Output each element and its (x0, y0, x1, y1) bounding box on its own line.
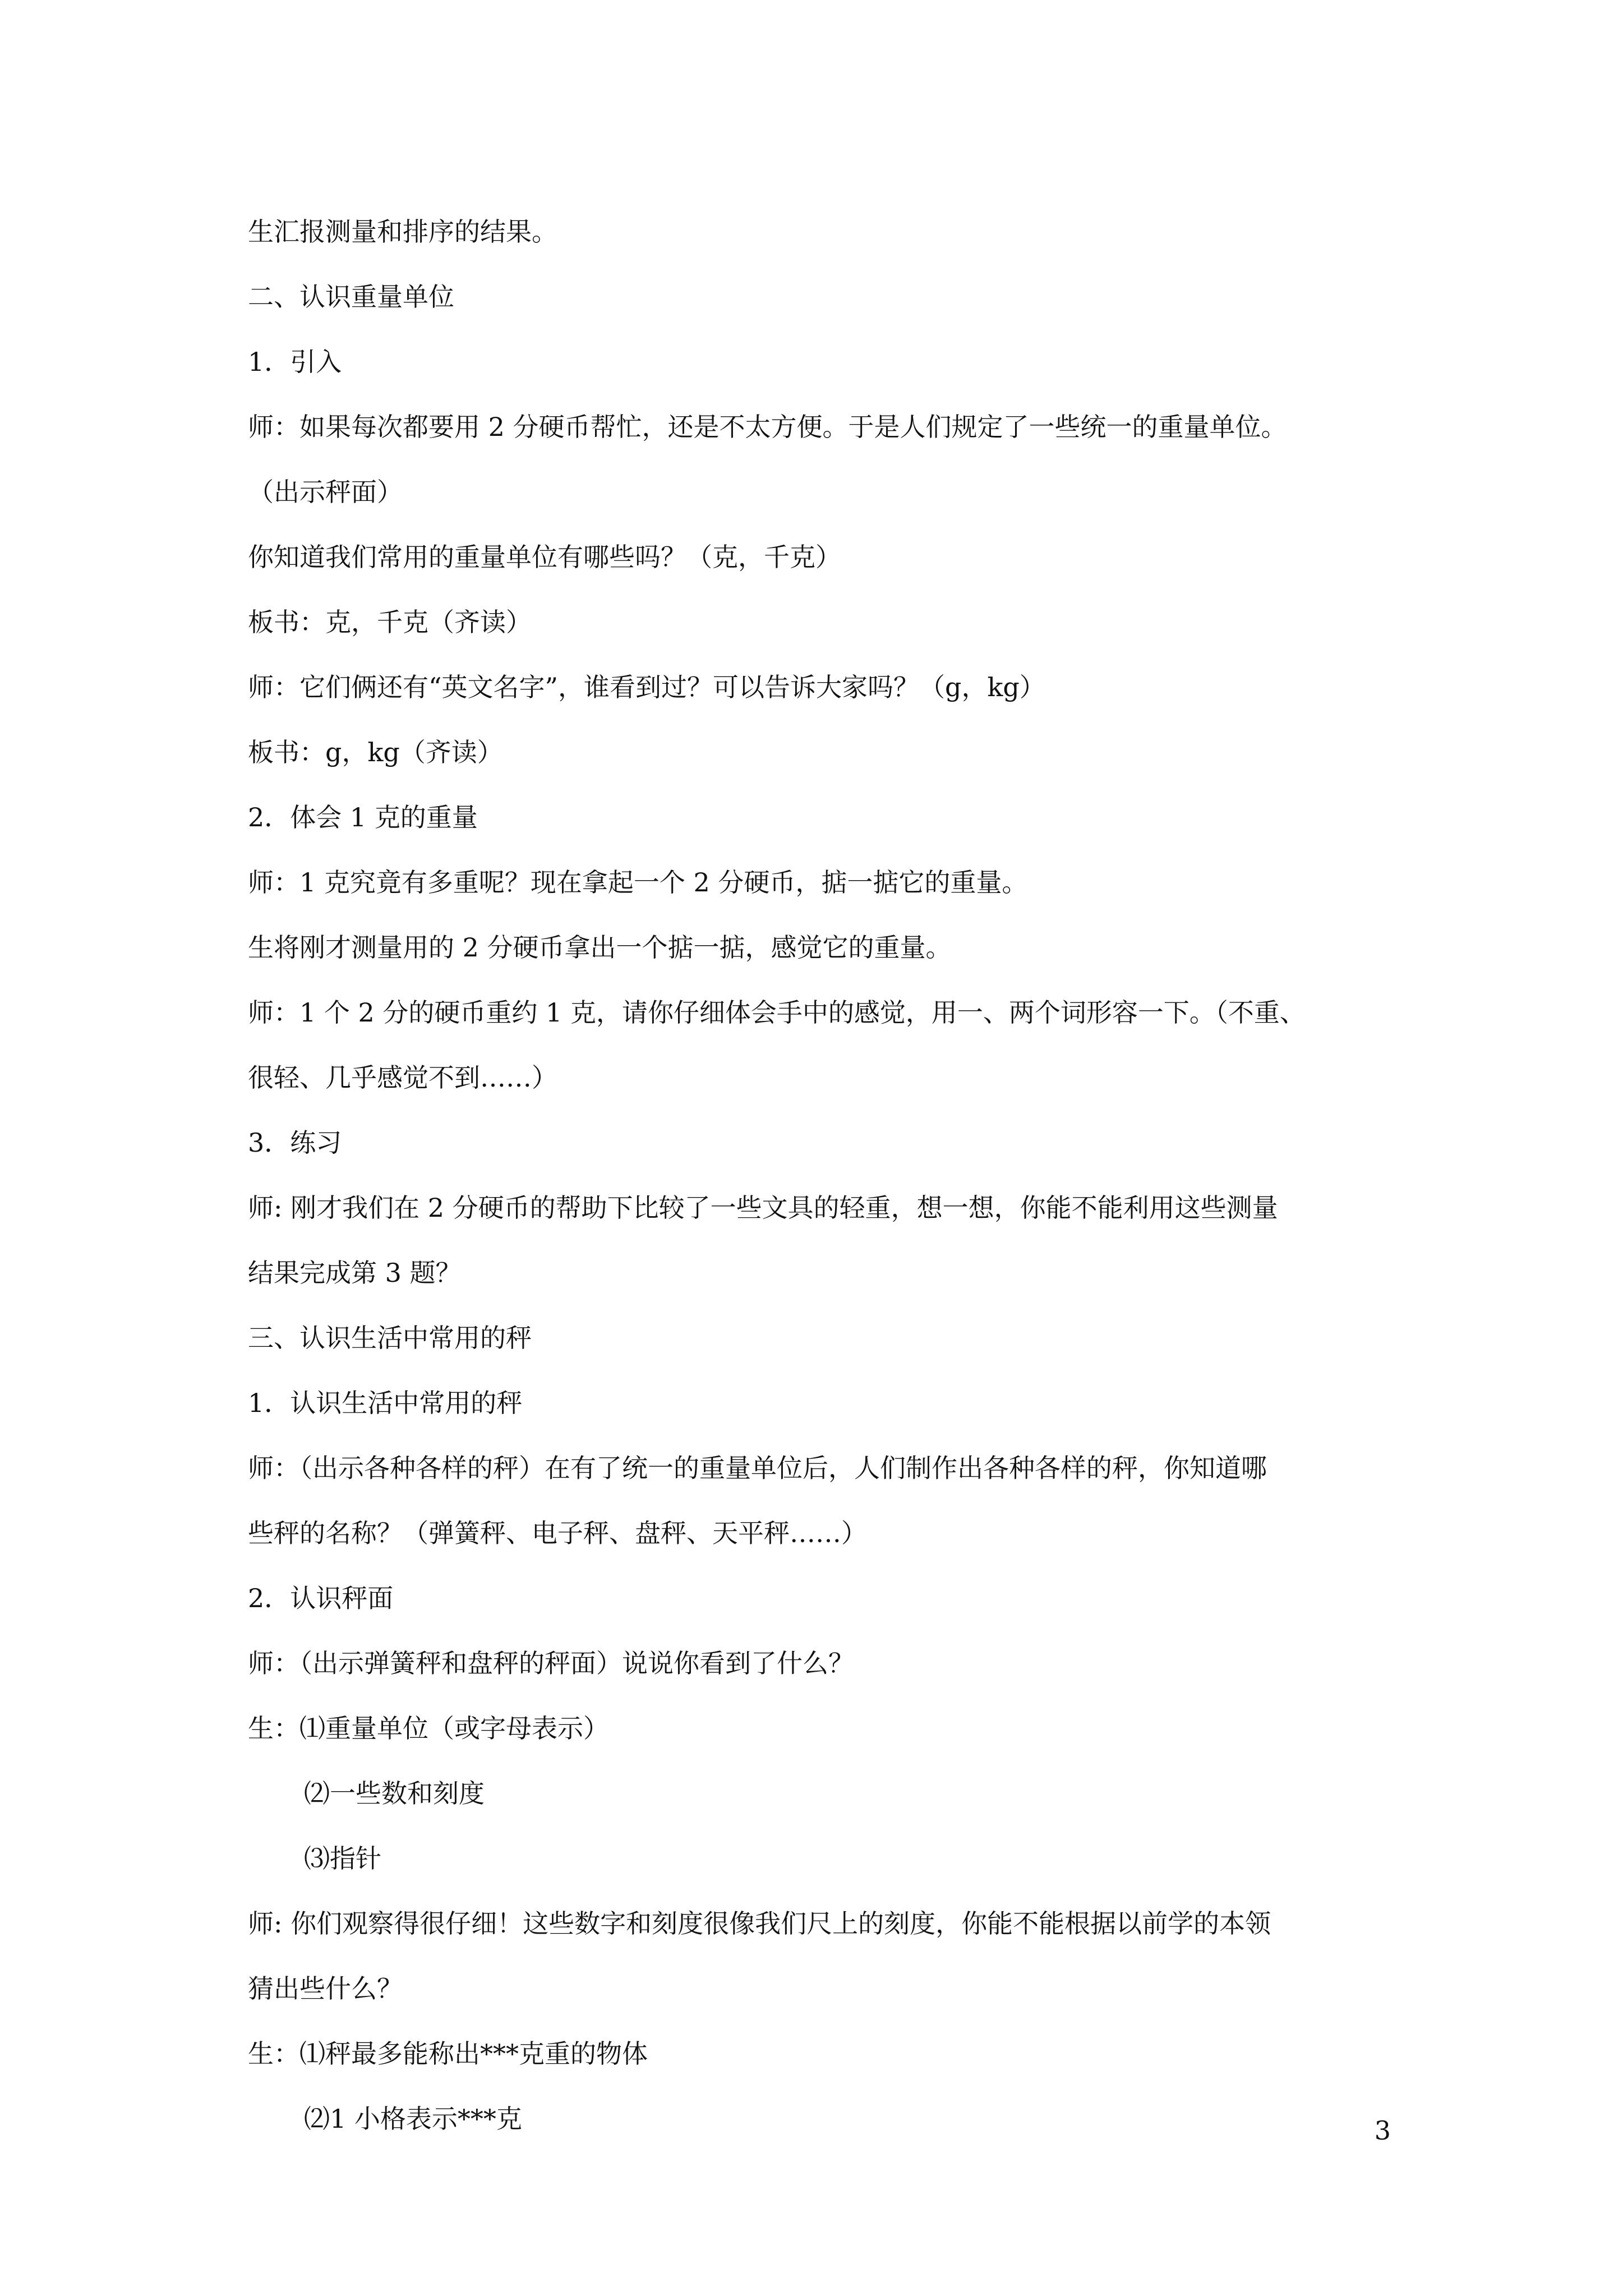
text-line: 师：1 克究竟有多重呢？现在拿起一个 2 分硬币，掂一掂它的重量。 (248, 867, 1028, 898)
subsection-heading: 3．练习 (248, 1128, 342, 1158)
text-line: 你知道我们常用的重量单位有哪些吗？（克，千克） (248, 542, 841, 572)
text-line: 很轻、几乎感觉不到……） (248, 1062, 557, 1093)
page-number: 3 (1374, 2115, 1391, 2146)
text-line: 师：1 个 2 分的硬币重约 1 克，请你仔细体会手中的感觉，用一、两个词形容一下。（不重、 (248, 997, 1306, 1028)
section-heading: 三、认识生活中常用的秤 (248, 1323, 532, 1353)
text-line: 板书：克，千克（齐读） (248, 607, 532, 637)
text-line: 结果完成第 3 题？ (248, 1258, 462, 1288)
text-line: 板书：g，kg（齐读） (248, 737, 503, 767)
text-line: 生汇报测量和排序的结果。 (248, 217, 557, 247)
text-line: 师: 刚才我们在 2 分硬币的帮助下比较了一些文具的轻重，想一想，你能不能利用这些测量 (248, 1193, 1278, 1223)
text-line: 些秤的名称？（弹簧秤、电子秤、盘秤、天平秤……） (248, 1518, 867, 1548)
text-line: 生将刚才测量用的 2 分硬币拿出一个掂一掂，感觉它的重量。 (248, 932, 952, 963)
subsection-heading: 2．体会 1 克的重量 (248, 802, 478, 832)
subsection-heading: 1．认识生活中常用的秤 (248, 1388, 523, 1418)
text-line: 生：⑴秤最多能称出***克重的物体 (248, 2039, 648, 2069)
text-line: 师：（出示各种各样的秤）在有了统一的重量单位后，人们制作出各种各样的秤，你知道哪 (248, 1453, 1267, 1483)
list-item: ⑵一些数和刻度 (304, 1778, 485, 1809)
list-item: ⑶指针 (304, 1843, 381, 1874)
document-body (248, 199, 1386, 2151)
subsection-heading: 2．认识秤面 (248, 1583, 394, 1613)
text-line: （出示秤面） (248, 477, 403, 507)
text-line: 师: 你们观察得很仔细！这些数字和刻度很像我们尺上的刻度，你能不能根据以前学的本领 (248, 1908, 1271, 1939)
text-line: 师：如果每次都要用 2 分硬币帮忙，还是不太方便。于是人们规定了一些统一的重量单位。 (248, 412, 1287, 442)
subsection-heading: 1．引入 (248, 347, 342, 377)
list-item: ⑵1 小格表示***克 (304, 2104, 522, 2134)
section-heading: 二、认识重量单位 (248, 282, 454, 312)
text-line: 师：（出示弹簧秤和盘秤的秤面）说说你看到了什么？ (248, 1648, 854, 1678)
text-line: 师：它们俩还有“英文名字”，谁看到过？可以告诉大家吗？（g，kg） (248, 672, 1045, 702)
text-line: 生：⑴重量单位（或字母表示） (248, 1713, 609, 1743)
text-line: 猜出些什么？ (248, 1973, 403, 2004)
